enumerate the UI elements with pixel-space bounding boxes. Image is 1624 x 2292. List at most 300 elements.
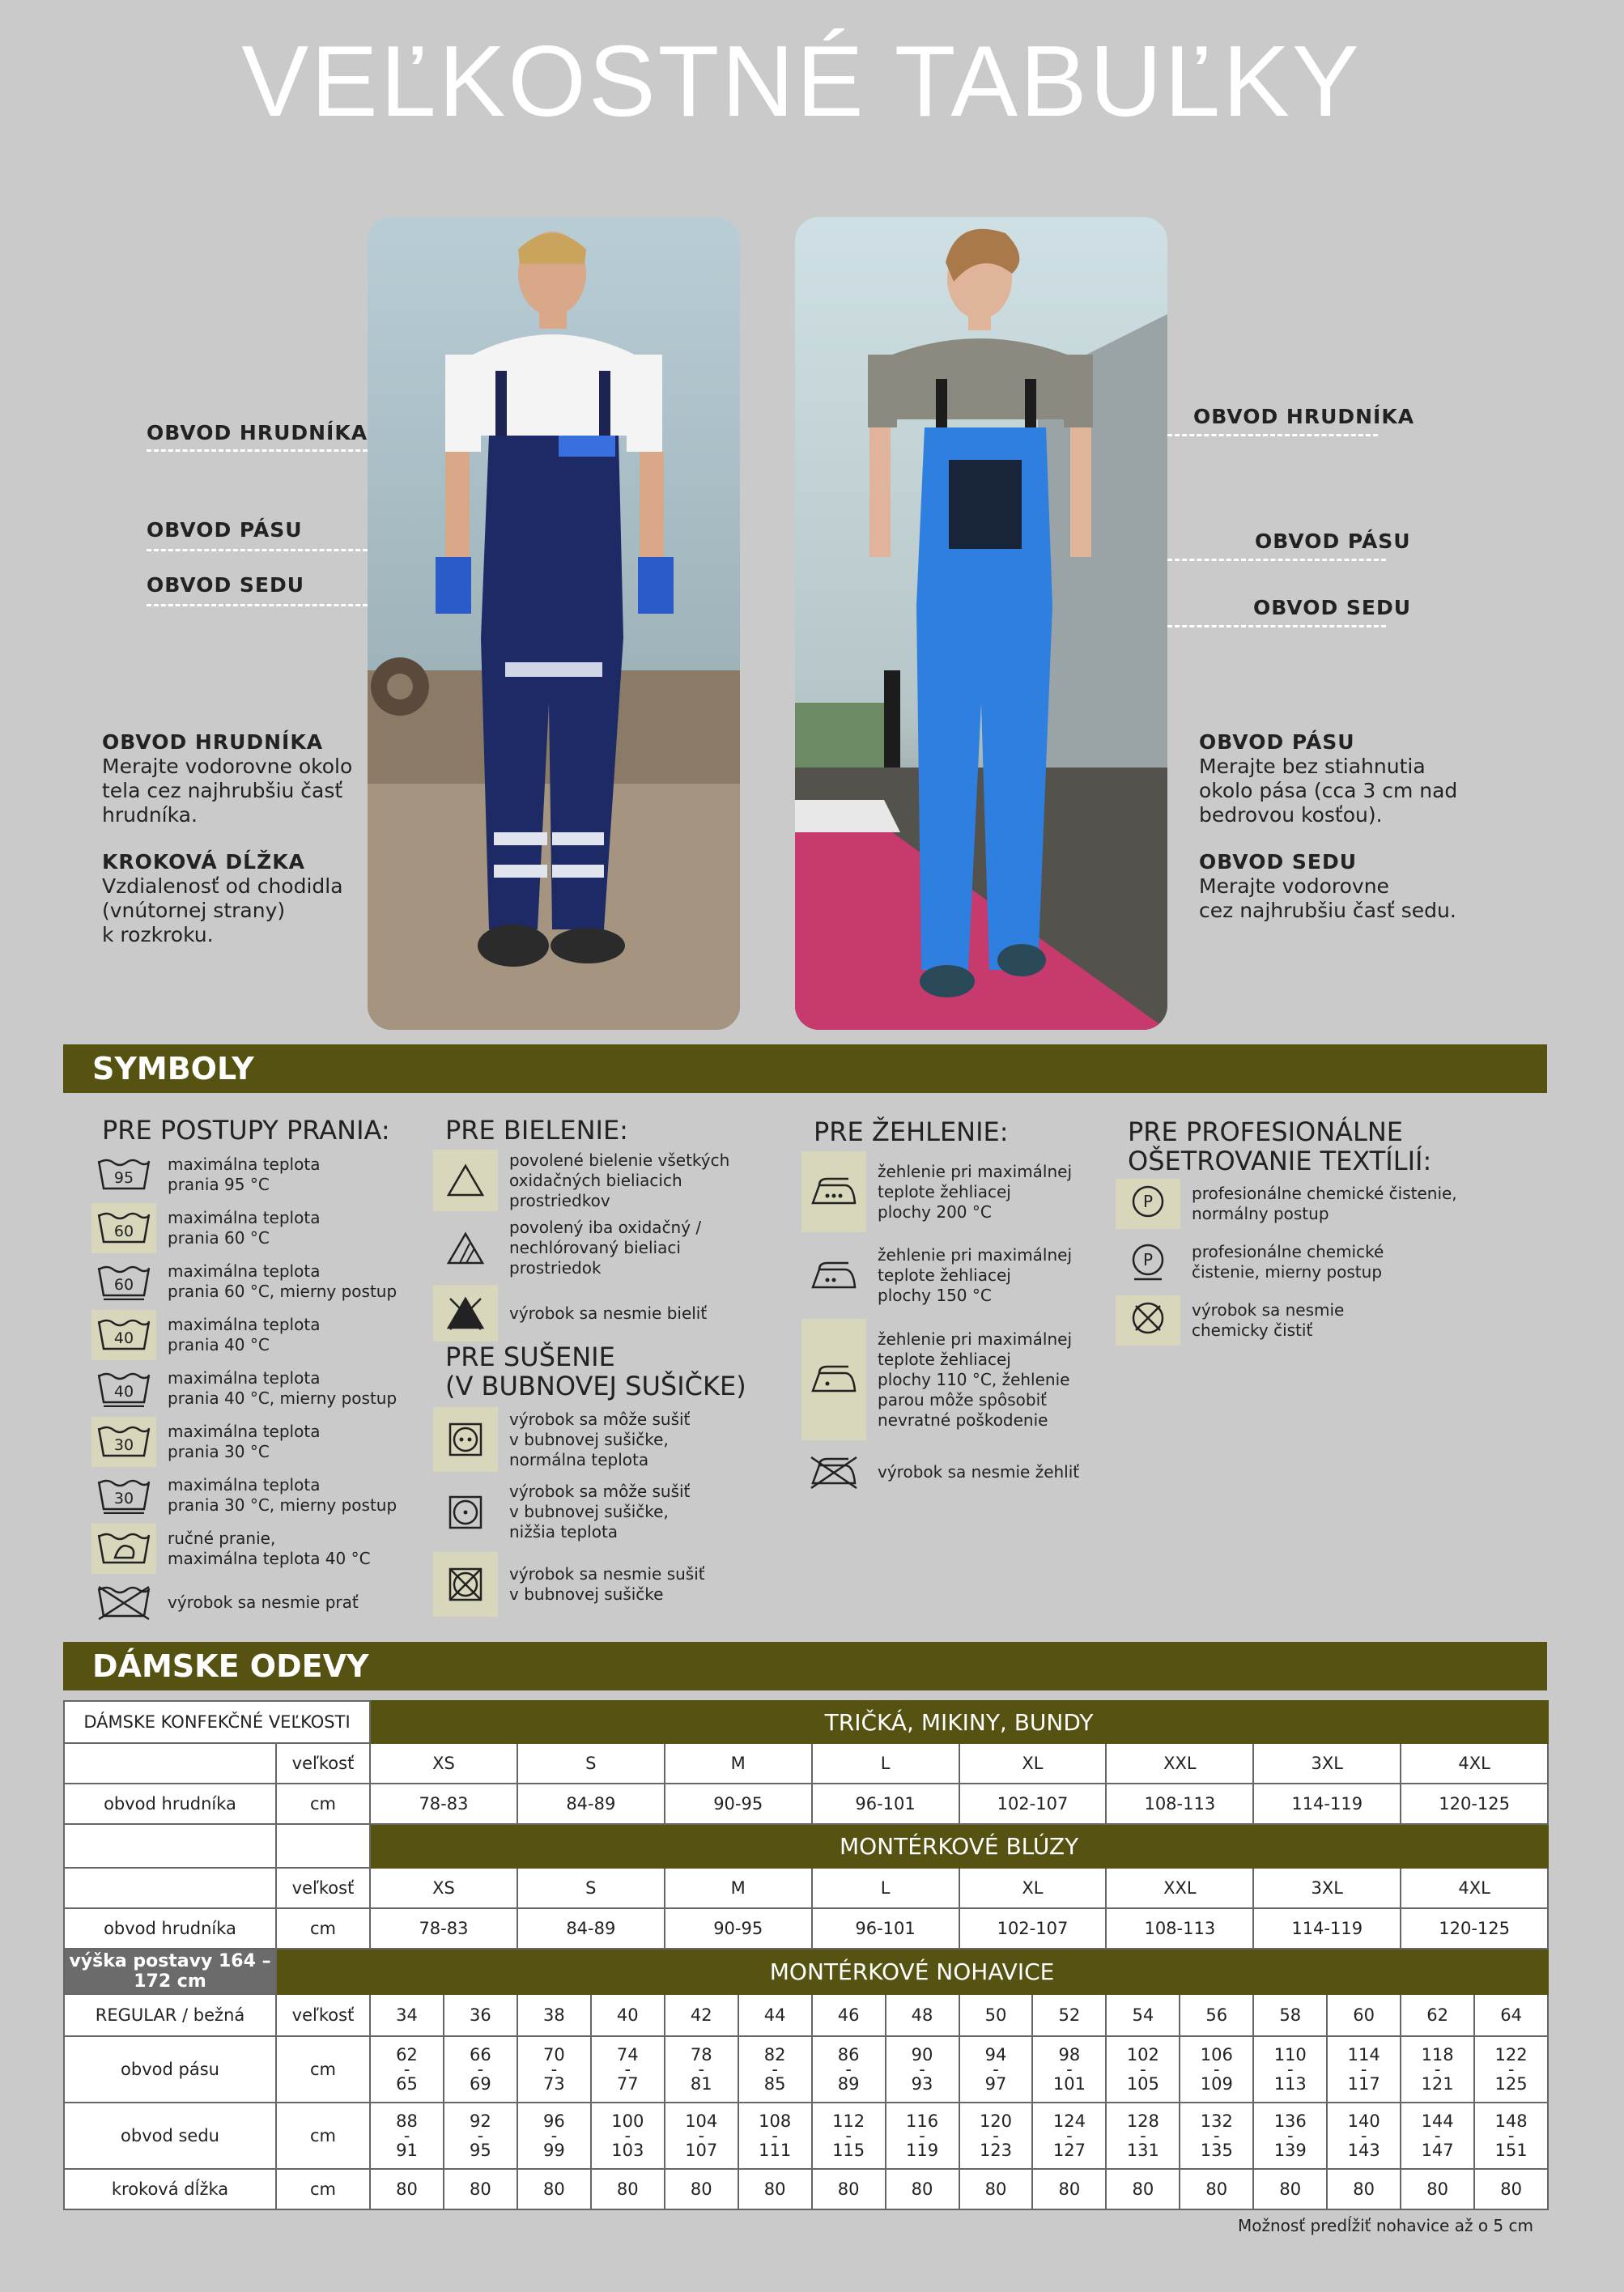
iron-110-icon bbox=[801, 1319, 866, 1440]
range-from: 94 bbox=[984, 2045, 1007, 2065]
inseam-value: 80 bbox=[1474, 2169, 1548, 2209]
symbol-text-line: prania 60 °C, mierny postup bbox=[168, 1282, 397, 1301]
svg-text:P: P bbox=[1142, 1192, 1154, 1211]
range-from: 108 bbox=[759, 2111, 792, 2131]
symbol-item bbox=[91, 1203, 432, 1253]
waist-value: 70 - 73 bbox=[517, 2036, 591, 2103]
range-from: 96 bbox=[542, 2111, 565, 2131]
range-to: 99 bbox=[542, 2141, 565, 2160]
waist-label: obvod pásu bbox=[64, 2036, 276, 2103]
man-hip-label: OBVOD SEDU bbox=[147, 573, 305, 597]
chest-value: 114-119 bbox=[1253, 1908, 1401, 1949]
symbol-item bbox=[91, 1577, 432, 1627]
trouser-size-cell: 40 bbox=[591, 1994, 665, 2036]
trouser-size-cell: 64 bbox=[1474, 1994, 1548, 2036]
wash-60-icon bbox=[91, 1203, 156, 1253]
symbol-text-line: žehlenie pri maximálnej bbox=[878, 1161, 1073, 1181]
inseam-value: 80 bbox=[812, 2169, 886, 2209]
range-to: 121 bbox=[1421, 2074, 1454, 2094]
symbol-text-line: čistenie, mierny postup bbox=[1192, 1262, 1383, 1282]
range-from: 74 bbox=[616, 2045, 639, 2065]
size-label: veľkosť bbox=[276, 1994, 370, 2036]
symbol-text-line: maximálna teplota bbox=[168, 1475, 321, 1495]
chest-value: 120-125 bbox=[1401, 1784, 1548, 1824]
trouser-size-cell: 42 bbox=[665, 1994, 738, 2036]
waist-value: 90 - 93 bbox=[886, 2036, 959, 2103]
symbol-text-line: profesionálne chemické bbox=[1192, 1242, 1384, 1261]
hip-value: 96 - 99 bbox=[517, 2103, 591, 2169]
desc-line: (vnútornej strany) bbox=[102, 899, 286, 922]
symbol-item bbox=[1116, 1179, 1488, 1229]
symbol-item bbox=[433, 1482, 773, 1542]
inseam-value: 80 bbox=[1032, 2169, 1106, 2209]
regular-label: REGULAR / bežná bbox=[64, 1994, 276, 2036]
range-to: 111 bbox=[759, 2141, 792, 2160]
waist-value: 118 - 121 bbox=[1401, 2036, 1474, 2103]
size-cell: XS bbox=[370, 1743, 517, 1784]
inseam-value: 80 bbox=[1106, 2169, 1180, 2209]
table-row bbox=[64, 1701, 1548, 1743]
range-from: 82 bbox=[763, 2045, 786, 2065]
symbol-text-line: maximálna teplota bbox=[168, 1261, 321, 1281]
waist-value: 74 - 77 bbox=[591, 2036, 665, 2103]
size-cell: S bbox=[517, 1868, 665, 1908]
unit-cell: cm bbox=[276, 2103, 370, 2169]
washing-list bbox=[91, 1150, 432, 1631]
hand-wash-icon bbox=[91, 1524, 156, 1574]
symbol-item bbox=[91, 1417, 432, 1467]
range-to: 77 bbox=[616, 2074, 639, 2094]
hip-value: 148 - 151 bbox=[1474, 2103, 1548, 2169]
no-tumble-dry-icon bbox=[433, 1552, 498, 1617]
professional-list bbox=[1116, 1179, 1488, 1354]
shirts-header: TRIČKÁ, MIKINY, BUNDY bbox=[370, 1701, 1548, 1743]
symbol-text-line: výrobok sa môže sušiť bbox=[509, 1409, 691, 1429]
range-from: 104 bbox=[685, 2111, 718, 2131]
symbol-text bbox=[509, 1303, 707, 1324]
bleach-non-chlorine-icon bbox=[433, 1223, 498, 1274]
range-from: 110 bbox=[1273, 2045, 1307, 2065]
jackets-header: MONTÉRKOVÉ BLÚZY bbox=[370, 1824, 1548, 1868]
svg-text:40: 40 bbox=[113, 1329, 134, 1347]
hip-label: obvod sedu bbox=[64, 2103, 276, 2169]
size-table bbox=[63, 1700, 1549, 2210]
symbol-text-line: prania 95 °C bbox=[168, 1175, 270, 1194]
range-to: 93 bbox=[911, 2074, 933, 2094]
man-photo bbox=[368, 217, 740, 1030]
wash-40-icon bbox=[91, 1310, 156, 1360]
svg-text:40: 40 bbox=[113, 1383, 134, 1401]
range-from: 102 bbox=[1126, 2045, 1159, 2065]
man-chest-line bbox=[147, 449, 368, 452]
hip-value: 140 - 143 bbox=[1327, 2103, 1401, 2169]
unit-cell: cm bbox=[276, 2169, 370, 2209]
trouser-size-cell: 44 bbox=[738, 1994, 812, 2036]
bleaching-title: PRE BIELENIE: bbox=[445, 1115, 628, 1146]
range-from: 62 bbox=[396, 2045, 418, 2065]
symbol-text bbox=[168, 1155, 320, 1195]
range-from: 106 bbox=[1200, 2045, 1233, 2065]
tumble-dry-normal-icon bbox=[433, 1407, 498, 1472]
symbol-text-line: teplote žehliacej bbox=[878, 1349, 1011, 1369]
range-to: 103 bbox=[611, 2141, 644, 2160]
range-to: 127 bbox=[1052, 2141, 1086, 2160]
symbol-item bbox=[1116, 1237, 1488, 1287]
no-wash-icon bbox=[91, 1577, 156, 1627]
svg-text:30: 30 bbox=[113, 1436, 134, 1454]
size-table-wrap bbox=[63, 1700, 1547, 2210]
bleaching-list bbox=[433, 1150, 773, 1348]
no-bleach-icon bbox=[433, 1285, 498, 1342]
range-from: 116 bbox=[906, 2111, 939, 2131]
inseam-value: 80 bbox=[517, 2169, 591, 2209]
trouser-size-cell: 56 bbox=[1180, 1994, 1253, 2036]
symbol-item bbox=[1116, 1295, 1488, 1346]
symbol-item bbox=[433, 1218, 773, 1278]
empty-cell bbox=[64, 1743, 276, 1784]
size-cell: XXL bbox=[1106, 1868, 1253, 1908]
waist-value: 66 - 69 bbox=[444, 2036, 517, 2103]
man-chest-label: OBVOD HRUDNÍKA bbox=[147, 421, 368, 444]
desc-title: OBVOD SEDU bbox=[1199, 850, 1358, 874]
inseam-value: 80 bbox=[665, 2169, 738, 2209]
range-from: 90 bbox=[911, 2045, 933, 2065]
symbol-text bbox=[168, 1208, 320, 1248]
hip-value: 100 - 103 bbox=[591, 2103, 665, 2169]
waist-value: 106 - 109 bbox=[1180, 2036, 1253, 2103]
trouser-size-cell: 36 bbox=[444, 1994, 517, 2036]
symbol-text-line: maximálna teplota bbox=[168, 1208, 321, 1227]
svg-text:95: 95 bbox=[113, 1169, 134, 1187]
inseam-value: 80 bbox=[886, 2169, 959, 2209]
table-row bbox=[64, 1824, 1548, 1868]
bleach-any-icon bbox=[433, 1150, 498, 1211]
svg-text:60: 60 bbox=[113, 1276, 134, 1294]
range-to: 105 bbox=[1126, 2074, 1159, 2094]
symbol-text-line: nižšia teplota bbox=[509, 1522, 619, 1541]
unit-cell: cm bbox=[276, 1784, 370, 1824]
range-to: 151 bbox=[1494, 2141, 1528, 2160]
waist-value: 94 - 97 bbox=[959, 2036, 1033, 2103]
size-cell: XL bbox=[959, 1868, 1107, 1908]
inseam-value: 80 bbox=[1401, 2169, 1474, 2209]
inseam-value: 80 bbox=[591, 2169, 665, 2209]
symbol-text-line: plochy 150 °C bbox=[878, 1286, 992, 1305]
chest-value: 102-107 bbox=[959, 1908, 1107, 1949]
symbol-text-line: povolené bielenie všetkých bbox=[509, 1150, 730, 1170]
womens-band: DÁMSKE ODEVY bbox=[63, 1642, 1547, 1690]
hip-value: 88 - 91 bbox=[370, 2103, 444, 2169]
range-to: 115 bbox=[832, 2141, 865, 2160]
waist-value: 122 - 125 bbox=[1474, 2036, 1548, 2103]
symbol-text-line: normálny postup bbox=[1192, 1204, 1329, 1223]
size-label: veľkosť bbox=[276, 1743, 370, 1784]
symbol-text-line: výrobok sa nesmie bbox=[1192, 1300, 1345, 1320]
desc-title: KROKOVÁ DĹŽKA bbox=[102, 850, 305, 874]
range-from: 78 bbox=[690, 2045, 712, 2065]
hip-value: 128 - 131 bbox=[1106, 2103, 1180, 2169]
symbol-text-line: parou môže spôsobiť bbox=[878, 1389, 1047, 1410]
hip-value: 92 - 95 bbox=[444, 2103, 517, 2169]
trouser-size-cell: 52 bbox=[1032, 1994, 1106, 2036]
symbol-text-line: maximálna teplota 40 °C bbox=[168, 1549, 371, 1568]
symbol-item bbox=[91, 1470, 432, 1520]
symbol-text bbox=[168, 1475, 397, 1516]
range-from: 92 bbox=[470, 2111, 491, 2131]
wash-95-icon bbox=[91, 1150, 156, 1200]
man-hip-line bbox=[147, 604, 368, 606]
range-from: 100 bbox=[611, 2111, 644, 2131]
symbol-text-line: v bubnovej sušičke, bbox=[509, 1502, 669, 1521]
table-row bbox=[64, 1949, 1548, 1994]
woman-photo bbox=[795, 217, 1167, 1030]
range-from: 140 bbox=[1347, 2111, 1380, 2131]
trouser-size-cell: 60 bbox=[1327, 1994, 1401, 2036]
size-cell: L bbox=[812, 1743, 959, 1784]
symbol-text-line: výrobok sa nesmie žehliť bbox=[878, 1461, 1080, 1482]
symbol-item bbox=[801, 1453, 1141, 1490]
symbol-text-line: teplote žehliacej bbox=[878, 1181, 1011, 1201]
range-from: 98 bbox=[1058, 2045, 1081, 2065]
empty-cell bbox=[276, 1824, 370, 1868]
range-to: 131 bbox=[1126, 2141, 1159, 2160]
size-cell: 4XL bbox=[1401, 1868, 1548, 1908]
symbol-text-line: povolený iba oxidačný / bbox=[509, 1218, 702, 1237]
hip-value: 132 - 135 bbox=[1180, 2103, 1253, 2169]
desc-line: Merajte bez stiahnutia bbox=[1199, 755, 1426, 778]
unit-cell: cm bbox=[276, 1908, 370, 1949]
desc-line: tela cez najhrubšiu časť bbox=[102, 779, 343, 802]
woman-chest-label: OBVOD HRUDNÍKA bbox=[1193, 405, 1415, 428]
range-to: 113 bbox=[1273, 2074, 1307, 2094]
symbol-text-line: výrobok sa nesmie prať bbox=[168, 1592, 359, 1612]
woman-waist-label: OBVOD PÁSU bbox=[1255, 529, 1411, 553]
symbol-text-line: výrobok sa môže sušiť bbox=[509, 1482, 691, 1501]
ironing-list bbox=[801, 1151, 1141, 1503]
symbol-text-line: prostriedkov bbox=[509, 1190, 610, 1210]
corner-label: DÁMSKE KONFEKČNÉ VEĽKOSTI bbox=[64, 1701, 370, 1743]
drying-list bbox=[433, 1407, 773, 1627]
inseam-label: kroková dĺžka bbox=[64, 2169, 276, 2209]
symbol-text bbox=[509, 1564, 705, 1605]
range-to: 91 bbox=[396, 2141, 418, 2160]
range-from: 148 bbox=[1494, 2111, 1528, 2131]
hip-value: 116 - 119 bbox=[886, 2103, 959, 2169]
hip-value: 108 - 111 bbox=[738, 2103, 812, 2169]
trousers-header: MONTÉRKOVÉ NOHAVICE bbox=[276, 1949, 1548, 1994]
professional-title-line: OŠETROVANIE TEXTÍLIÍ: bbox=[1128, 1146, 1432, 1176]
chest-label: obvod hrudníka bbox=[64, 1784, 276, 1824]
chest-value: 102-107 bbox=[959, 1784, 1107, 1824]
symbol-text-line: chemicky čistiť bbox=[1192, 1320, 1313, 1340]
trouser-size-cell: 48 bbox=[886, 1994, 959, 2036]
symbol-text-line: prania 40 °C, mierny postup bbox=[168, 1388, 397, 1408]
size-cell: L bbox=[812, 1868, 959, 1908]
symbol-text bbox=[509, 1218, 701, 1278]
symbol-item bbox=[433, 1285, 773, 1342]
symbol-text-line: prania 40 °C bbox=[168, 1335, 270, 1354]
trouser-size-cell: 50 bbox=[959, 1994, 1033, 2036]
table-row bbox=[64, 1994, 1548, 2036]
symbol-text bbox=[168, 1261, 397, 1302]
chest-value: 84-89 bbox=[517, 1784, 665, 1824]
height-label: výška postavy 164 – 172 cm bbox=[64, 1949, 276, 1994]
range-from: 122 bbox=[1494, 2045, 1528, 2065]
drying-title bbox=[445, 1342, 746, 1401]
size-cell: XL bbox=[959, 1743, 1107, 1784]
dry-clean-p-icon bbox=[1116, 1179, 1180, 1229]
professional-title-line: PRE PROFESIONÁLNE bbox=[1128, 1116, 1404, 1147]
chest-label: obvod hrudníka bbox=[64, 1908, 276, 1949]
desc-line: hrudníka. bbox=[102, 803, 198, 827]
chest-value: 78-83 bbox=[370, 1784, 517, 1824]
size-cell: XS bbox=[370, 1868, 517, 1908]
woman-hip-line bbox=[1167, 625, 1386, 627]
waist-value: 86 - 89 bbox=[812, 2036, 886, 2103]
symbol-text-line: ručné pranie, bbox=[168, 1529, 276, 1548]
svg-text:60: 60 bbox=[113, 1223, 134, 1240]
symbol-item bbox=[433, 1407, 773, 1472]
size-cell: XXL bbox=[1106, 1743, 1253, 1784]
symbol-text-line: maximálna teplota bbox=[168, 1368, 321, 1388]
trouser-size-cell: 46 bbox=[812, 1994, 886, 2036]
symbol-text-line: normálna teplota bbox=[509, 1449, 649, 1469]
desc-title: OBVOD HRUDNÍKA bbox=[102, 730, 324, 754]
symbol-text bbox=[168, 1315, 320, 1355]
symbol-text-line: nevratné poškodenie bbox=[878, 1410, 1048, 1430]
range-from: 112 bbox=[832, 2111, 865, 2131]
symbols-band: SYMBOLY bbox=[63, 1044, 1547, 1093]
chest-value: 108-113 bbox=[1106, 1908, 1253, 1949]
range-to: 101 bbox=[1052, 2074, 1086, 2094]
chest-value: 108-113 bbox=[1106, 1784, 1253, 1824]
svg-text:30: 30 bbox=[113, 1490, 134, 1507]
chest-value: 90-95 bbox=[665, 1908, 812, 1949]
desc-line: Vzdialenosť od chodidla bbox=[102, 874, 343, 898]
trouser-size-cell: 54 bbox=[1106, 1994, 1180, 2036]
empty-cell bbox=[64, 1824, 276, 1868]
table-row bbox=[64, 1784, 1548, 1824]
professional-title bbox=[1128, 1117, 1431, 1176]
chest-value: 96-101 bbox=[812, 1784, 959, 1824]
range-from: 136 bbox=[1273, 2111, 1307, 2131]
trouser-size-cell: 34 bbox=[370, 1994, 444, 2036]
wash-60-mild-icon bbox=[91, 1257, 156, 1307]
symbol-text-line: žehlenie pri maximálnej bbox=[878, 1245, 1073, 1265]
desc-line: Merajte vodorovne okolo bbox=[102, 755, 353, 778]
symbol-text bbox=[509, 1410, 690, 1470]
desc-line: k rozkroku. bbox=[102, 923, 214, 946]
range-to: 143 bbox=[1347, 2141, 1380, 2160]
table-row bbox=[64, 1908, 1548, 1949]
symbol-text bbox=[168, 1529, 371, 1569]
symbol-text bbox=[509, 1482, 690, 1542]
symbol-text bbox=[878, 1462, 1079, 1482]
range-from: 70 bbox=[542, 2045, 565, 2065]
symbol-text-line: výrobok sa nesmie sušiť bbox=[509, 1564, 705, 1584]
table-row bbox=[64, 2103, 1548, 2169]
chest-value: 96-101 bbox=[812, 1908, 959, 1949]
desc-line: cez najhrubšiu časť sedu. bbox=[1199, 899, 1456, 922]
symbol-item bbox=[433, 1552, 773, 1617]
symbol-item bbox=[91, 1363, 432, 1414]
desc-title: OBVOD PÁSU bbox=[1199, 730, 1355, 754]
trouser-size-cell: 58 bbox=[1253, 1994, 1327, 2036]
symbol-text-line: oxidačných bieliacich bbox=[509, 1170, 682, 1190]
symbol-text bbox=[878, 1329, 1072, 1431]
symbol-text-line: žehlenie pri maximálnej bbox=[878, 1329, 1073, 1349]
symbol-text-line: nechlórovaný bieliaci bbox=[509, 1238, 681, 1257]
drying-title-line: PRE SUŠENIE bbox=[445, 1342, 615, 1372]
table-row bbox=[64, 1743, 1548, 1784]
trouser-size-cell: 38 bbox=[517, 1994, 591, 2036]
hip-value: 136 - 139 bbox=[1253, 2103, 1327, 2169]
symbol-text bbox=[878, 1162, 1072, 1223]
symbol-text bbox=[168, 1422, 320, 1462]
waist-value: 78 - 81 bbox=[665, 2036, 738, 2103]
symbol-text-line: teplote žehliacej bbox=[878, 1265, 1011, 1285]
symbol-text bbox=[168, 1592, 359, 1613]
symbol-text bbox=[1192, 1184, 1457, 1224]
symbol-text bbox=[878, 1245, 1072, 1306]
inseam-value: 80 bbox=[444, 2169, 517, 2209]
symbol-text-line: profesionálne chemické čistenie, bbox=[1192, 1184, 1457, 1203]
size-cell: 4XL bbox=[1401, 1743, 1548, 1784]
symbol-item bbox=[91, 1524, 432, 1574]
symbol-text-line: prania 60 °C bbox=[168, 1228, 270, 1248]
symbol-text-line: v bubnovej sušičke bbox=[509, 1584, 664, 1604]
iron-150-icon bbox=[801, 1251, 866, 1301]
symbol-text-line: maximálna teplota bbox=[168, 1315, 321, 1334]
symbol-text bbox=[168, 1368, 397, 1409]
symbol-item bbox=[433, 1150, 773, 1211]
tumble-dry-low-icon bbox=[433, 1487, 498, 1537]
woman-overalls-illustration bbox=[795, 217, 1167, 1030]
symbol-item bbox=[91, 1257, 432, 1307]
dry-clean-p-mild-icon bbox=[1116, 1237, 1180, 1287]
range-from: 128 bbox=[1126, 2111, 1159, 2131]
hip-value: 124 - 127 bbox=[1032, 2103, 1106, 2169]
symbol-item bbox=[91, 1310, 432, 1360]
waist-value: 98 - 101 bbox=[1032, 2036, 1106, 2103]
range-from: 88 bbox=[396, 2111, 418, 2131]
unit-cell: cm bbox=[276, 2036, 370, 2103]
ironing-title: PRE ŽEHLENIE: bbox=[814, 1116, 1009, 1147]
range-to: 85 bbox=[763, 2074, 786, 2094]
range-to: 69 bbox=[470, 2074, 491, 2094]
page-title: VEĽKOSTNÉ TABUĽKY bbox=[241, 26, 1362, 138]
range-to: 97 bbox=[984, 2074, 1007, 2094]
symbol-item bbox=[801, 1319, 1141, 1440]
hip-value: 120 - 123 bbox=[959, 2103, 1033, 2169]
symbol-text-line: prostriedok bbox=[509, 1258, 602, 1278]
range-from: 66 bbox=[470, 2045, 491, 2065]
size-cell: M bbox=[665, 1743, 812, 1784]
washing-title: PRE POSTUPY PRANIA: bbox=[102, 1115, 390, 1146]
range-to: 95 bbox=[470, 2141, 491, 2160]
extension-note: Možnosť predĺžiť nohavice až o 5 cm bbox=[1238, 2216, 1533, 2235]
symbol-text bbox=[1192, 1242, 1384, 1282]
man-waist-label: OBVOD PÁSU bbox=[147, 518, 303, 542]
symbol-text bbox=[509, 1150, 729, 1211]
size-cell: 3XL bbox=[1253, 1868, 1401, 1908]
range-from: 120 bbox=[979, 2111, 1013, 2131]
range-to: 107 bbox=[685, 2141, 718, 2160]
table-row bbox=[64, 1868, 1548, 1908]
inseam-value: 80 bbox=[738, 2169, 812, 2209]
inseam-value: 80 bbox=[370, 2169, 444, 2209]
symbol-item bbox=[801, 1151, 1141, 1232]
